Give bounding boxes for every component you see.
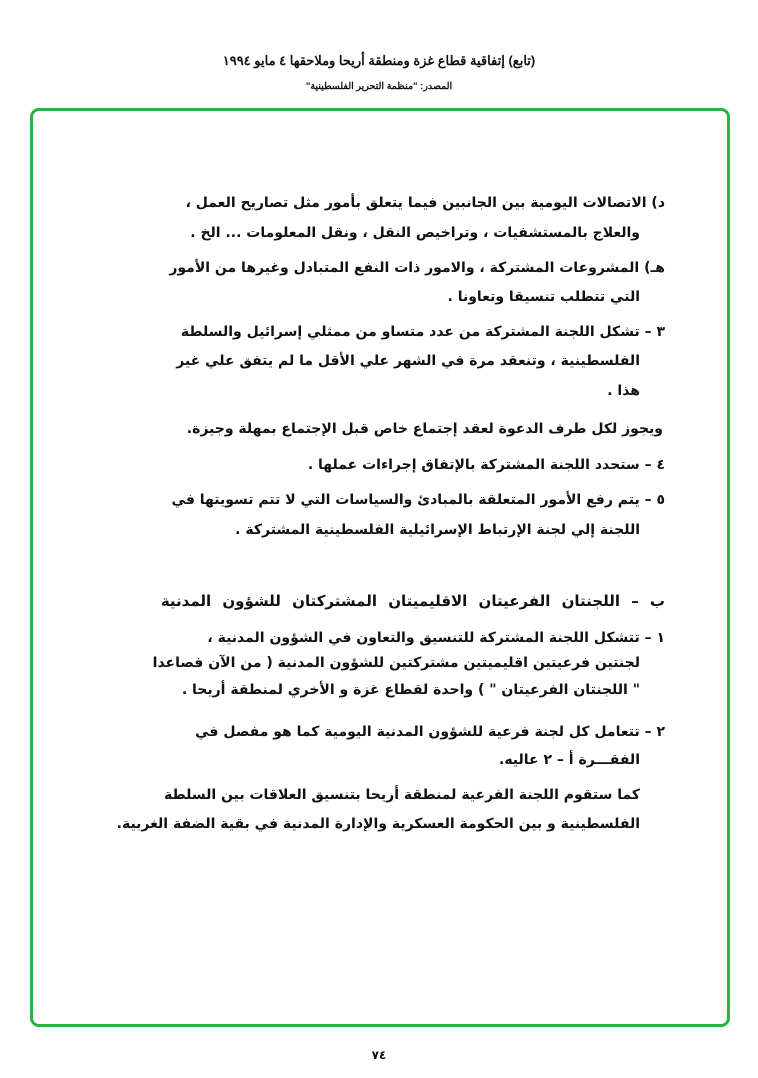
b-item-2-line-2: الفقـــرة أ – ٢ عاليه. [499,752,640,768]
item-h-line-1: هـ) المشروعات المشتركة ، والامور ذات النفع المتبادل وغيرها من الأمور [169,260,665,276]
b-paragraph-line-2: الفلسطينية و بين الحكومة العسكرية والإدارة المدنية في بقية الضفة الغربية. [116,816,640,832]
paragraph-meeting: ويجوز لكل طرف الدعوة لعقد إجتماع خاص قبل الإجتماع بمهلة وجيزة. [186,421,663,437]
item-3-line-1: ٣ – تشكل اللجنة المشتركة من عدد متساو من ممثلي إسرائيل والسلطة [180,324,665,340]
item-4: ٤ – ستحدد اللجنة المشتركة بالإتفاق إجراءات عملها . [307,457,665,473]
section-b-heading: ب – اللجنتان الفرعيتان الاقليميتان المشتركتان للشؤون المدنية [160,592,665,610]
b-paragraph-line-1: كما ستقوم اللجنة الفرعية لمنطقة أريحا بتنسيق العلاقات بين السلطة [163,787,640,803]
page-number: ٧٤ [371,1048,387,1062]
b-item-1-line-2: لجنتين فرعيتين اقليميتين مشتركتين للشؤون المدنية ( من الآن فصاعدا [152,655,640,671]
item-5-line-1: ٥ – يتم رفع الأمور المتعلقة بالمبادئ والسياسات التي لا تتم تسويتها في [171,492,665,508]
item-d-line-1: د) الاتصالات اليومية بين الجانبين فيما يتعلق بأمور مثل تصاريح العمل ، [185,195,665,211]
document-title: (تابع) إتفاقية قطاع غزة ومنطقة أريحا وملاحقها ٤ مايو ١٩٩٤ [222,53,536,68]
item-3-line-3: هذا . [607,383,640,399]
item-d-line-2: والعلاج بالمستشفيات ، وتراخيص النقل ، ونقل المعلومات ... الخ . [190,225,640,241]
document-source: المصدر: "منظمة التحرير الفلسطينية" [305,81,453,92]
item-5-line-2: اللجنة إلي لجنة الإرتباط الإسرائيلية الفلسطينية المشتركة . [235,522,640,538]
b-item-1-line-3: " اللجنتان الفرعيتان " ) واحدة لقطاع غزة و الأخري لمنطقة أريحا . [181,682,640,698]
item-3-line-2: الفلسطينية ، وتنعقد مرة في الشهر علي الأقل ما لم يتفق علي غير [176,353,640,369]
item-h-line-2: التي تتطلب تنسيقا وتعاونا . [447,289,640,305]
page-frame [30,108,730,1027]
b-item-2-line-1: ٢ – تتعامل كل لجنة فرعية للشؤون المدنية اليومية كما هو مفصل في [195,724,665,740]
b-item-1-line-1: ١ – تتشكل اللجنة المشتركة للتنسيق والتعاون في الشؤون المدنية ، [207,630,665,646]
